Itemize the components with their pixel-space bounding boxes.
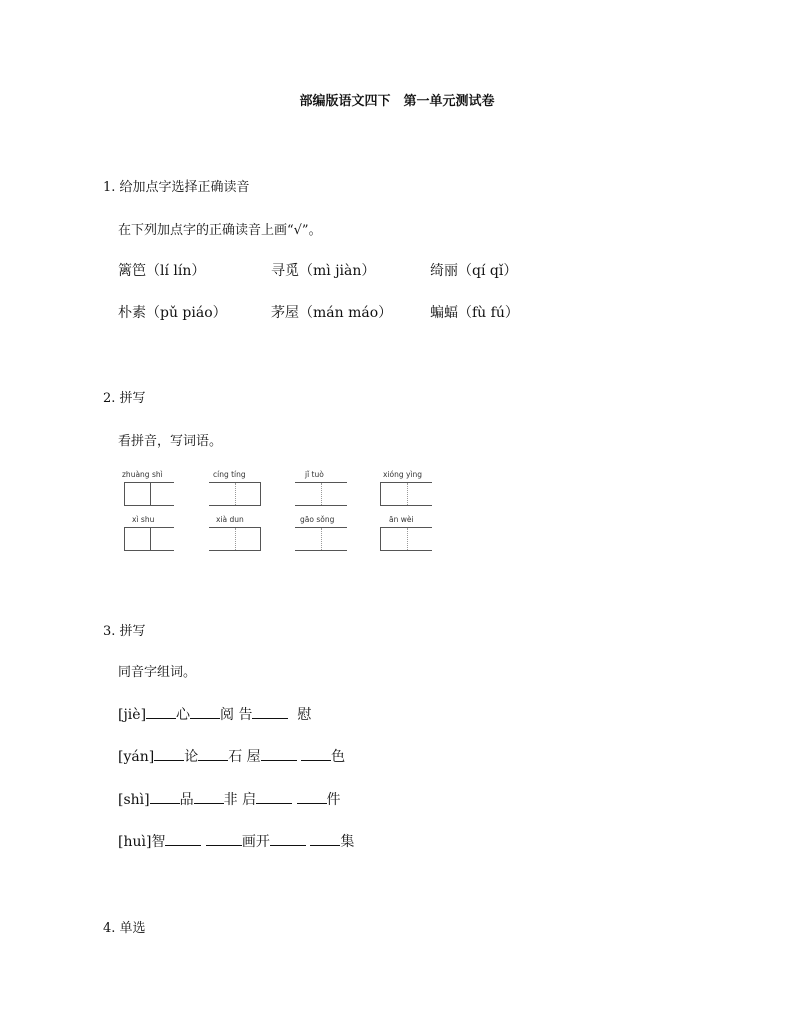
word-part: 启 [242,792,257,808]
writing-box[interactable] [295,527,347,551]
word-part: 品 [179,792,194,808]
question-2-heading: 2. 拼写 [103,391,146,406]
word-part: 慰 [297,707,312,723]
homophone-line-hui [118,831,354,851]
word-part: 集 [340,834,355,850]
q1-item-5: 茅屋（mán máo） [271,305,393,321]
answer-blank[interactable] [198,746,228,761]
word-part: 告 [238,707,253,723]
word-part: 智 [151,834,166,850]
q1-item-6: 蝙蝠（fù fú） [430,305,519,321]
q1-item-2: 寻觅（mì jiàn） [271,263,376,279]
answer-blank[interactable] [301,746,331,761]
answer-blank[interactable] [310,831,340,846]
writing-box[interactable] [380,527,432,551]
answer-blank[interactable] [194,789,224,804]
question-2-instruction: 看拼音，写词语。 [118,434,223,449]
answer-blank[interactable] [146,704,176,719]
writing-box[interactable] [124,527,174,551]
homophone-line-yan [118,746,345,766]
question-1-heading: 1. 给加点字选择正确读音 [103,180,250,195]
answer-blank[interactable] [165,831,201,846]
pinyin-label: cíng tíng [213,470,246,479]
pinyin-label: xià dun [216,515,244,524]
pinyin-label: xióng yìng [383,470,423,479]
answer-blank[interactable] [256,789,292,804]
word-part: 阅 [220,707,235,723]
writing-box[interactable] [295,482,347,506]
answer-blank[interactable] [206,831,242,846]
answer-blank[interactable] [261,746,297,761]
answer-blank[interactable] [297,789,327,804]
word-part: 心 [176,707,191,723]
pinyin-label: jǐ tuò [305,470,324,479]
homophone-line-jie [118,704,311,724]
writing-box[interactable] [209,482,261,506]
writing-box[interactable] [380,482,432,506]
answer-blank[interactable] [270,831,306,846]
word-part: 论 [184,749,199,765]
homophone-label: [huì] [118,834,152,850]
answer-blank[interactable] [190,704,220,719]
q1-item-4: 朴素（pǔ piáo） [118,305,227,321]
answer-blank[interactable] [252,704,288,719]
writing-box[interactable] [209,527,261,551]
q1-item-1: 篱笆（lí lín） [118,263,206,279]
word-part: 件 [326,792,341,808]
word-part: 画开 [241,834,270,850]
question-3-instruction: 同音字组词。 [118,665,197,680]
homophone-label: [yán] [118,749,155,765]
word-part: 色 [331,749,346,765]
page-title: 部编版语文四下 第一单元测试卷 [299,94,495,109]
homophone-label: [jiè] [118,707,147,723]
pinyin-label: ān wèi [389,515,414,524]
writing-box[interactable] [124,482,174,506]
word-part: 非 [223,792,238,808]
answer-blank[interactable] [154,746,184,761]
word-part: 屋 [246,749,261,765]
answer-blank[interactable] [150,789,180,804]
q1-item-3: 绮丽（qí qǐ） [430,263,518,279]
word-part: 石 [228,749,243,765]
pinyin-label: gāo sǒng [300,515,335,524]
homophone-label: [shì] [118,792,150,808]
pinyin-label: zhuàng shì [122,470,163,479]
question-3-heading: 3. 拼写 [103,624,146,639]
question-4-heading: 4. 单选 [103,921,146,936]
question-1-instruction: 在下列加点字的正确读音上画“√”。 [118,223,322,238]
homophone-line-shi [118,789,341,809]
pinyin-label: xì shu [132,515,155,524]
